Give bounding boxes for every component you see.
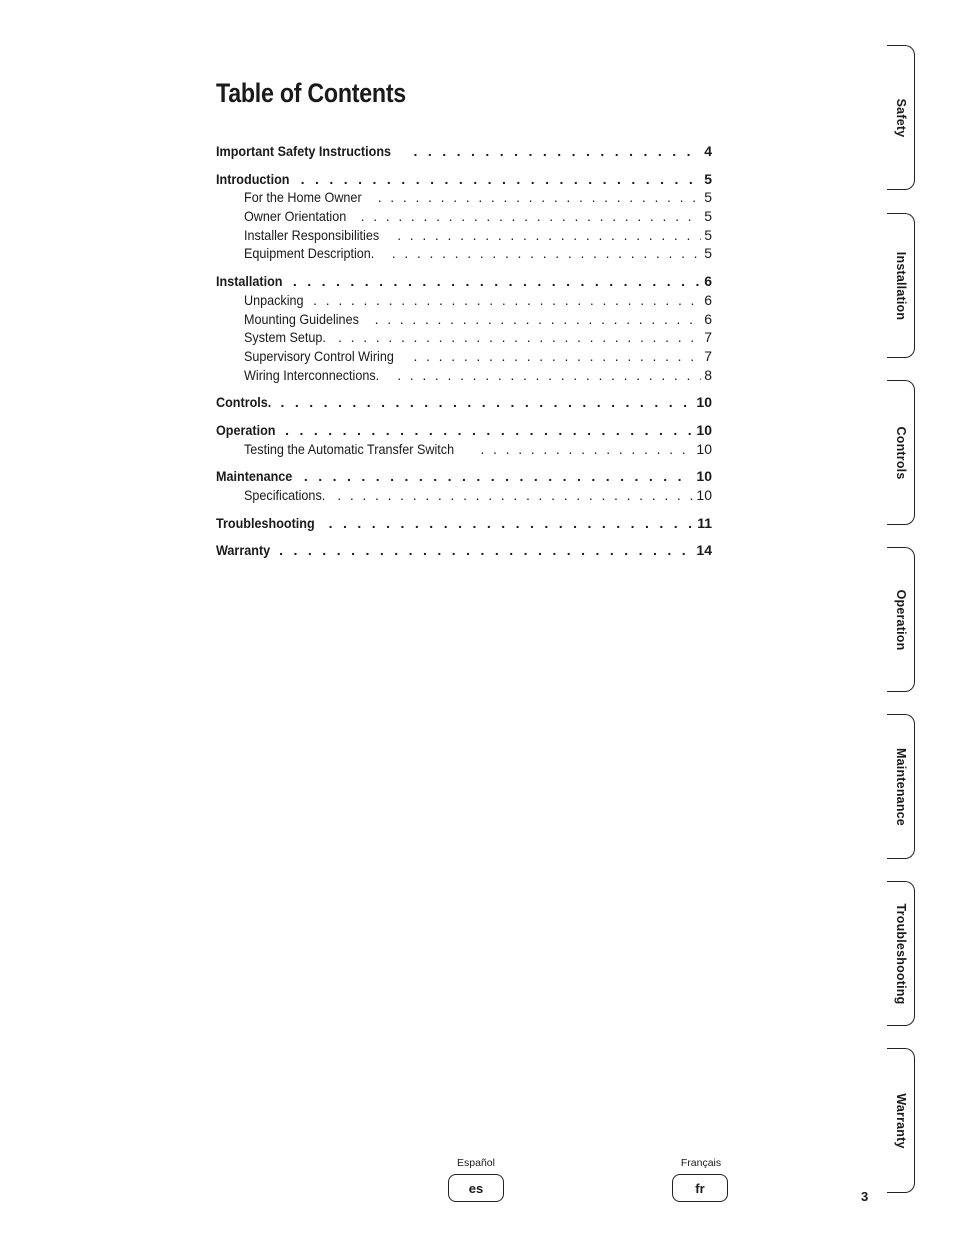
toc-subentry[interactable] [216,487,712,506]
toc-section [216,171,712,264]
tab-label: Controls [893,426,908,479]
tab-operation[interactable] [887,547,915,692]
leader-dots [414,348,702,364]
toc-subentry-page: 5 [704,226,712,243]
toc-section [216,542,712,561]
toc-subentry[interactable] [216,367,712,386]
toc-entry-introduction[interactable] [216,171,712,190]
tab-maintenance[interactable] [887,714,915,859]
toc-entry-page: 10 [696,468,712,485]
toc-section [216,273,712,385]
toc-entry-page: 4 [704,143,712,159]
toc-section [216,422,712,459]
toc-subentry[interactable] [216,245,712,264]
toc-entry-page: 14 [696,542,712,559]
tab-safety[interactable] [887,45,915,190]
toc-subentry-page: 7 [704,347,712,364]
tab-label: Safety [893,98,908,137]
toc-subentry[interactable] [216,292,712,311]
toc-entry-page: 10 [696,394,712,411]
toc-subentry-label: Wiring Interconnections. [244,366,380,383]
toc-subentry[interactable] [216,227,712,246]
leader-dots [378,189,701,205]
toc-subentry-label: Specifications. [244,487,326,503]
leader-dots [338,329,701,345]
toc-entry-page: 10 [696,421,712,438]
toc-entry-label: Important Safety Instructions [216,143,392,159]
table-of-contents [216,143,712,570]
language-button-french[interactable]: fr [672,1174,728,1202]
toc-entry-label: Maintenance [216,468,293,485]
leader-dots [480,441,693,457]
page-number: 3 [861,1189,869,1204]
toc-subentry-page: 5 [704,208,712,225]
language-button-spanish[interactable]: es [448,1174,504,1202]
toc-entry-label: Warranty [216,542,271,559]
toc-subentry-page: 8 [704,366,712,383]
toc-entry-installation[interactable] [216,273,712,292]
tab-installation[interactable] [887,213,915,358]
page-title: Table of Contents [216,78,406,108]
toc-subentry-label: Equipment Description. [244,245,375,262]
toc-subentry-page: 6 [704,291,712,308]
leader-dots [279,542,693,558]
toc-subentry[interactable] [216,208,712,227]
leader-dots [280,394,693,410]
toc-subentry-page: 5 [704,189,712,206]
toc-subentry[interactable] [216,441,712,460]
tab-label: Warranty [893,1092,908,1149]
toc-entry-troubleshooting[interactable] [216,515,712,534]
toc-entry-controls[interactable] [216,394,712,413]
leader-dots [313,292,701,308]
toc-section [216,143,712,162]
toc-subentry-page: 6 [704,310,712,327]
leader-dots [304,468,694,484]
toc-subentry-label: System Setup. [244,329,326,346]
toc-subentry-label: Testing the Automatic Transfer Switch [244,440,455,457]
toc-subentry[interactable] [216,189,712,208]
leader-dots [413,143,701,159]
leader-dots [375,311,702,327]
toc-entry-warranty[interactable] [216,542,712,561]
toc-subentry-label: Supervisory Control Wiring [244,347,394,364]
toc-subentry-page: 10 [696,487,712,503]
tab-label: Operation [893,589,908,650]
toc-subentry-label: Mounting Guidelines [244,310,359,327]
leader-dots [337,487,693,503]
toc-entry-label: Troubleshooting [216,514,315,531]
toc-subentry[interactable] [216,329,712,348]
leader-dots [329,515,695,531]
toc-entry-page: 6 [704,273,712,290]
toc-section [216,394,712,413]
leader-dots [285,422,693,438]
tab-label: Maintenance [893,747,908,826]
leader-dots [397,367,701,383]
toc-subentry-page: 5 [704,245,712,262]
toc-subentry[interactable] [216,311,712,330]
toc-subentry[interactable] [216,348,712,367]
leader-dots [361,208,702,224]
toc-entry-page: 11 [697,514,712,531]
tab-label: Installation [893,251,908,320]
leader-dots [397,227,701,243]
tab-troubleshooting[interactable] [887,881,915,1026]
toc-section [216,468,712,505]
toc-entry-safety[interactable] [216,143,712,162]
toc-entry-label: Operation [216,421,276,438]
toc-entry-label: Installation [216,273,283,290]
toc-subentry-label: Installer Responsibilities [244,226,380,243]
toc-section [216,515,712,534]
leader-dots [293,273,701,289]
toc-entry-maintenance[interactable] [216,468,712,487]
tab-label: Troubleshooting [893,903,908,1004]
leader-dots [392,245,701,261]
leader-dots [301,171,702,187]
toc-subentry-label: Unpacking [244,291,304,308]
tab-controls[interactable] [887,380,915,525]
language-label-french: Français [680,1157,722,1169]
toc-subentry-label: Owner Orientation [244,208,347,225]
toc-entry-operation[interactable] [216,422,712,441]
toc-entry-page: 5 [704,170,712,187]
toc-entry-label: Introduction [216,170,290,187]
toc-entry-label: Controls. [216,394,272,411]
language-label-spanish: Español [457,1157,495,1169]
tab-warranty[interactable] [887,1048,915,1193]
toc-subentry-label: For the Home Owner [244,189,362,206]
toc-subentry-page: 7 [704,329,712,346]
toc-subentry-page: 10 [696,440,712,457]
